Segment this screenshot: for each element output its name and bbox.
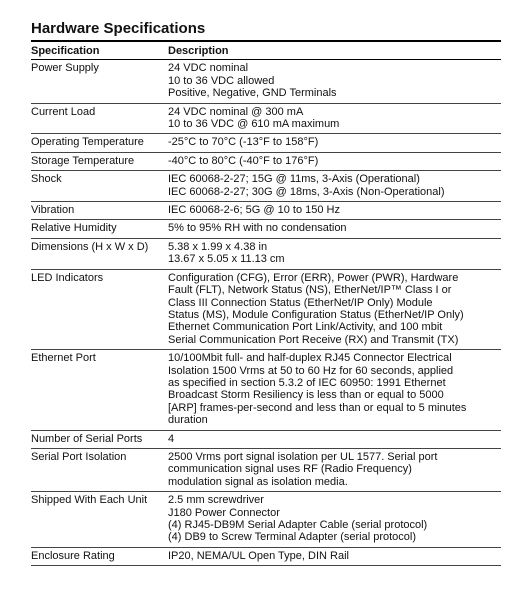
table-row [31,448,501,491]
description-line: [ARP] frames-per-second and less than or equal to 5 minutes [168,401,467,414]
table-row [31,202,501,220]
spec-name-cell: Current Load [31,103,168,134]
description-line: Ethernet Communication Port Link/Activity, and 100 mbit [168,321,443,334]
description-line: (4) DB9 to Screw Terminal Adapter (serial protocol) [168,531,417,544]
description-line: Positive, Negative, GND Terminals [168,87,337,100]
spec-name-cell: Ethernet Port [31,350,168,430]
spec-name-cell: Number of Serial Ports [31,430,168,448]
description-line: Configuration (CFG), Error (ERR), Power (PWR), Hardware [168,271,459,284]
description-line: Class III Connection Status (EtherNet/IP Only) Module [168,296,433,309]
spec-name-cell: Shock [31,171,168,202]
description-line: duration [168,414,208,427]
table-row [31,220,501,238]
spec-description-cell [168,171,501,202]
description-line: IEC 60068-2-6; 5G @ 10 to 150 Hz [168,204,340,217]
description-line: 10/100Mbit full- and half-duplex RJ45 Connector Electrical [168,352,452,365]
spec-table [31,42,501,566]
description-line: Fault (FLT), Network Status (NS), EtherNet/IP™ Class I or [168,284,452,297]
spec-description-cell [168,60,501,103]
spec-description-cell [168,238,501,269]
table-row [31,492,501,548]
spec-name-cell: LED Indicators [31,269,168,349]
spec-name-cell: Operating Temperature [31,134,168,152]
table-row [31,547,501,565]
description-line: (4) RJ45-DB9M Serial Adapter Cable (serial protocol) [168,519,428,531]
spec-description-cell [168,103,501,134]
table-row [31,238,501,269]
description-line: 24 VDC nominal @ 300 mA [168,105,304,118]
description-line: Serial Communication Port Receive (RX) and Transmit (TX) [168,333,459,346]
table-row [31,134,501,152]
table-header-row [31,42,501,60]
spec-name-cell: Power Supply [31,60,168,103]
description-line: 10 to 36 VDC @ 610 mA maximum [168,118,340,131]
header-specification: Specification [31,42,168,60]
description-line: 2500 Vrms port signal isolation per UL 1577. Serial port [168,450,438,463]
spec-description-cell [168,547,501,565]
spec-name-cell: Serial Port Isolation [31,448,168,491]
spec-name-cell: Shipped With Each Unit [31,492,168,548]
description-line: 13.67 x 5.05 x 11.13 cm [168,253,285,266]
table-row [31,60,501,103]
spec-name-cell: Vibration [31,202,168,220]
description-line: Status (MS), Module Configuration Status (EtherNet/IP Only) [168,308,464,321]
description-line: -40°C to 80°C (-40°F to 176°F) [168,154,319,167]
description-line: IP20, NEMA/UL Open Type, DIN Rail [168,549,349,562]
description-line: communication signal uses RF (Radio Frequency) [168,463,412,476]
description-line: -25°C to 70°C (-13°F to 158°F) [168,136,319,149]
spec-name-cell: Storage Temperature [31,152,168,170]
spec-description-cell [168,134,501,152]
spec-sheet [31,20,501,566]
spec-name-cell: Dimensions (H x W x D) [31,238,168,269]
spec-description-cell [168,448,501,491]
table-row [31,152,501,170]
spec-description-cell [168,220,501,238]
header-description: Description [168,42,501,60]
table-row [31,350,501,430]
page-title: Hardware Specifications [31,20,501,42]
description-line: 10 to 36 VDC allowed [168,74,275,87]
spec-description-cell [168,269,501,349]
table-row [31,171,501,202]
description-line: J180 Power Connector [168,506,280,519]
description-line: 4 [168,432,175,445]
description-line: 24 VDC nominal [168,62,249,75]
spec-description-cell [168,492,501,548]
description-line: modulation signal as isolation media. [168,475,348,488]
table-row [31,103,501,134]
spec-description-cell [168,152,501,170]
description-line: Isolation 1500 Vrms at 50 to 60 Hz for 60 seconds, applied [168,364,454,377]
description-line: 2.5 mm screwdriver [168,494,264,507]
spec-description-cell [168,202,501,220]
description-line: 5% to 95% RH with no condensation [168,222,347,235]
description-line: 5.38 x 1.99 x 4.38 in [168,240,268,253]
description-line: Broadcast Storm Resiliency is less than or equal to 5000 [168,389,444,402]
description-line: as specified in section 5.3.2 of IEC 60950: 1991 Ethernet [168,376,446,389]
description-line: IEC 60068-2-27; 30G @ 18ms, 3-Axis (Non-Operational) [168,185,445,198]
spec-name-cell: Enclosure Rating [31,547,168,565]
table-row [31,269,501,349]
spec-description-cell [168,350,501,430]
table-row [31,430,501,448]
description-line: IEC 60068-2-27; 15G @ 11ms, 3-Axis (Operational) [168,173,420,186]
spec-table-body [31,60,501,566]
spec-name-cell: Relative Humidity [31,220,168,238]
spec-description-cell [168,430,501,448]
